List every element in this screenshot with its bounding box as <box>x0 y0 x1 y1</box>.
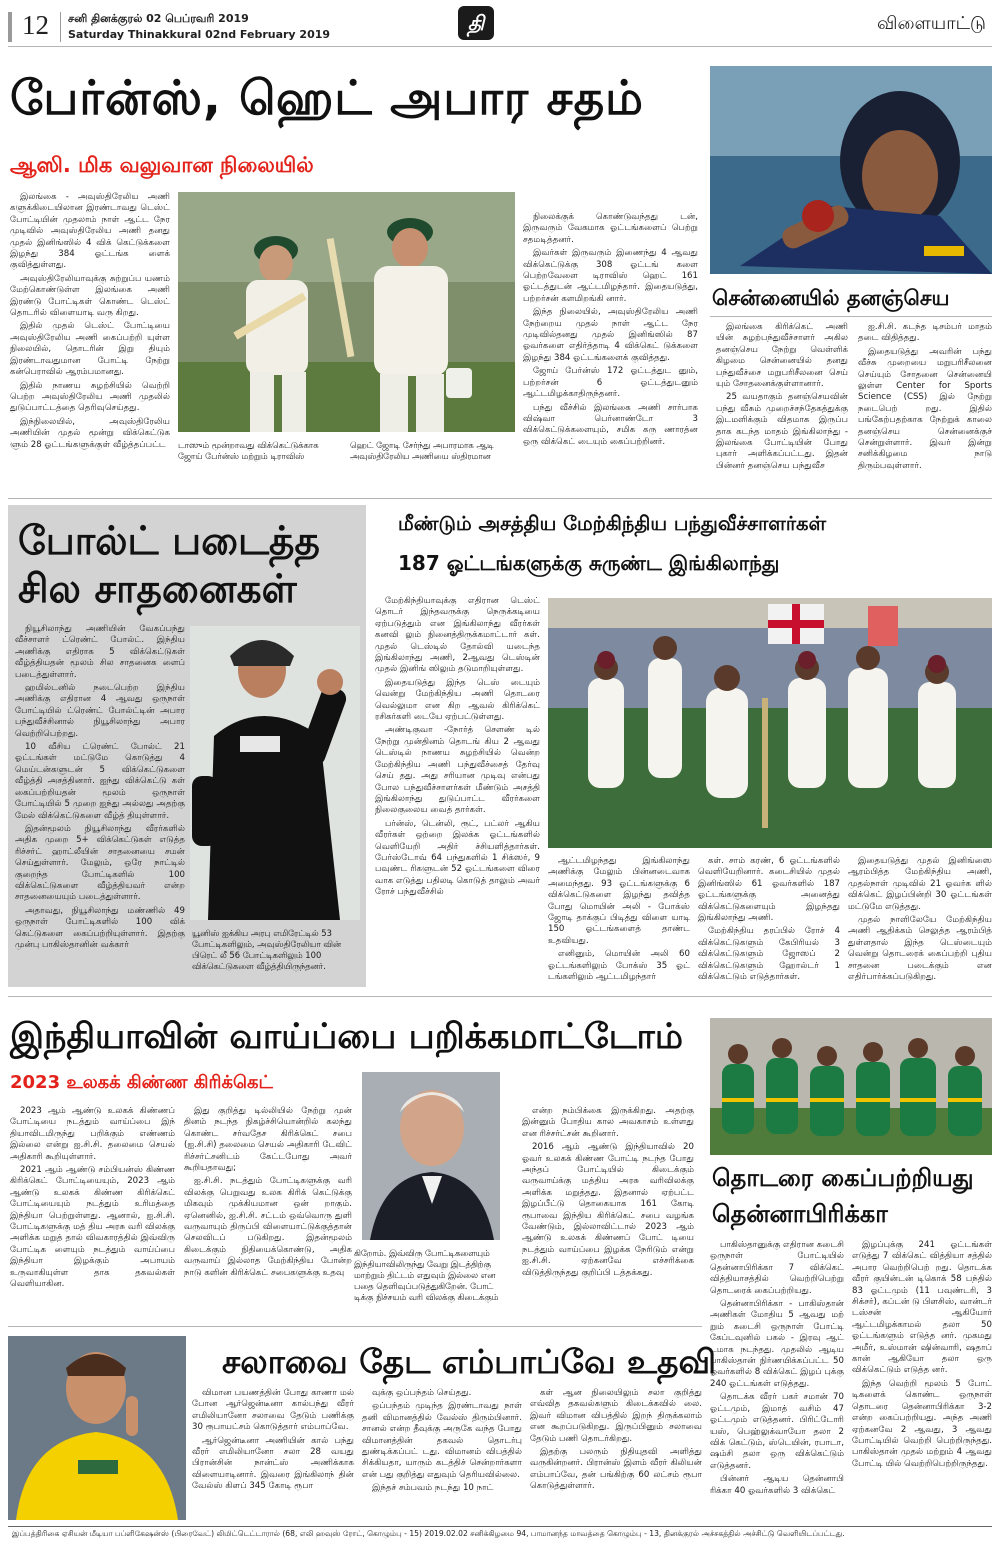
paragraph: கள் ஆன நிலையிலும் சலா குறித்து எவ்வித தகவல்களும் கிடைக்கவில் லை. இவர் விமான விபத்தில் இறந் திருக்கலாம் என கூறப்படுகிறது. இருப்பினும் சலாவை தேடும் பணி தொடர்கிறது. <box>530 1388 702 1444</box>
paragraph: 10 வீசிய ட்ரெண்ட் போல்ட் 21 ஓட்டங்கள் மட்டுமே கொடுத்து 4 மெய்டன்களுடன் 5 விக்கெட்டுகளை வீழ்த்தி அசத்தினார். ஐந்து விக்கெட்டு கள் கைப்பற்றியதன் மூலம் ஒருநாள் போட்டியில் 5 முறை ஐந்து அல்லது அதற்கு மேல் விக்கெட்டுகளை வீழ்த் தியுள்ளார். <box>15 742 185 821</box>
story5-column-2 <box>184 1106 352 1320</box>
paragraph: முதல் நாளிலேயே மேற்கிந்திய அணி ஆதிக்கம் செலுத்த ஆரம்பித் துள்ளதால் இந்த டெஸ்டையும் வென்று தொடரைக் கைப்பற்றி புதிய சாதனை படைக்கும் என எதிர்பார்க்கப்படுகிறது. <box>848 915 992 983</box>
paragraph: இந்த வெற்றி மூலம் 5 போட் டிகளைக் கொண்ட ஒருநாள் தொடரை தென்னாபிரிக்கா 3-2 என்ற கைப்பற்றியது. அந்த அணி ஏற்கனவே 2 ஆவது, 3 ஆவது போட்டியில் வெற்றி பெற்றிருந்தது. பாகிஸ்தான் முதல் மற்றும் 4 ஆவது போட்டி யில் வெற்றிபெற்றிருந்தது. <box>852 1378 992 1469</box>
paragraph: இதையடுத்து இந்த டெஸ் டையும் வென்று மேற்கிந்திய அணி தொடரை வெல்லுமா என கிற ஆவல் கிரிக்கெட் ரசிகர்களி டையே ஏற்பட்டுள்ளது. <box>375 677 540 723</box>
story4-column-2 <box>548 856 690 988</box>
paragraph: ஜோய் பேர்ன்ஸ் 172 ஓட்டத்துட னும், பற்றர்சன் 6 ஓட்டத்துடனும் ஆட்டமிழக்காதிருந்தனர். <box>523 366 698 400</box>
story1-headline: பேர்ன்ஸ், ஹெட் அபார சதம் <box>10 71 644 126</box>
story5-column-3 <box>522 1106 694 1320</box>
story5-column-1 <box>10 1106 175 1320</box>
header-rule <box>8 46 992 47</box>
paragraph: இலங்கை - அவுஸ்திரேலிய அணி களுக்கிடையிலான இரண்டாவது டெஸ்ட் போட்டியின் முதலாம் நாள் ஆட்ட நேர முடிவில் அவுஸ்திரேலிய அணி தனது முதல் இனிங்ஸில் 4 விக் கெட்டுக்களை இழந்து 384 ஓட்டங்க ளைக் குவித்துள்ளது. <box>10 192 170 271</box>
story5-photo-richardson <box>362 1072 500 1240</box>
section-name: விளையாட்டு <box>877 13 986 34</box>
header-date-tamil: சனி தினக்குரல் 02 பெப்ரவரி 2019 <box>68 12 249 25</box>
paragraph: கள். சாம் கரண், 6 ஓட்டங்களில் வெளியேறினார். கடைசியில் முதல் இனிங்ஸில் 61 ஓவர்களில் 187 ஓட்டங்களுக்கு அனைத்து விக்கெட்டுகளையும் இழந்தது இங்கிலாந்து அணி. <box>698 856 840 924</box>
paragraph: நிலைக்குக் கொண்டுவந்தது டன், இருவரும் வேகமாக ஓட்டங்களைப் பெற்று சதமடித்தனர். <box>523 212 698 245</box>
story1-caption-left: டாஸும் மூன்றாவது விக்கெட்டுக்காக ஜோய் பேர்ன்ஸ் மற்றும் டிராவிஸ் <box>178 440 319 461</box>
page-header <box>0 0 1000 48</box>
story5-headline: இந்தியாவின் வாய்ப்பை பறிக்கமாட்டோம் <box>10 1017 683 1057</box>
paragraph: நியூசிலாந்து அணியின் வேகப்பந்து வீச்சாளர் ட்ரெண்ட் போல்ட். இந்திய அணிக்கு எதிராக 5 விக்கெட்டுகள் வீழ்த்தியதன் மூலம் சில சாதனைக ளைப் படைத்துள்ளார். <box>15 624 185 680</box>
story3-photo-boult <box>190 626 360 920</box>
paragraph: வுக்கு ஒப்பந்தம் செய்தது. <box>372 1388 472 1398</box>
story3-headline-line2: சில சாதனைகள் <box>18 567 297 612</box>
paragraph: ஒப்பந்தம் முடிந்த இரண்டாவது நாள் தனி விமானத்தில் வேல்ஸ் திரும்பினார். சானல் என்ற தீவுக்கு அருகே வந்த போது விமானத்தின் தகவல் தொடர்பு துண்டிக்கப்பட் டது. விமானம் விபத்தில் சிக்கியதா, யாரும் கடத்திச் சென்றார்களா என் பது குறித்து எதுவும் தெரியவில்லை. <box>362 1401 522 1480</box>
paragraph: ஆர்ஜென்டீனா அணியின் கால் பந்து வீரர் எமிலியானோ சலா 28 வயது பிரான்சின் நான்ட்ஸ் அணிக்காக விளையாடினார். இவரை இங்கிலாந் தின் வேல்ஸ் கிளப் 345 கோடி ரூபா <box>192 1435 354 1492</box>
story1-photo-batsmen <box>178 192 515 432</box>
logo-text: தி <box>467 11 485 35</box>
paragraph: ஆட்டமிழந்தது இங்கிலாந்து அணிக்கு மேலும் பின்னடைவாக அமைந்தது. 93 ஓட்டங்களுக்கு 6 விக்கெட்டுகளை இழந்து தவித்த போது மொயின் அலி - போக்ஸ் ஜோடி தாக்குப் பிடித்து விளை யாடி 150 ஓட்டங்களைத் தாண்ட உதவியது. <box>548 856 690 946</box>
paragraph: மேற்கிந்திய தரப்பில் ரோச் 4 விக்கெட்டுகளும் கேபிரியல் 3 விக்கெட்டுகளும் ஜோஸப் 2 விக்கெட்டுகளும் ஹோல்டர் 1 விக்கெட்டும் எடுத்தார்கள். <box>698 926 840 983</box>
story3-column-1 <box>15 624 185 980</box>
story2-column-2 <box>858 322 992 486</box>
paragraph: அவுஸ்திரேலியாவுக்கு சுற்றுப்ப யணம் மேற்கொண்டுள்ள இலங்கை அணி இரண்டு போட்டிகள் கொண்ட டெஸ்ட் தொடரில் விளையாடி வரு கிறது. <box>10 273 170 319</box>
story7-headline: சலாவை தேட எம்பாப்வே உதவி <box>222 1342 717 1381</box>
paragraph: இதையடுத்து முதல் இனிங்ஸை ஆரம்பித்த மேற்கிந்திய அணி, முதல்நாள் முடிவில் 21 ஓவர்க ளில் விக்கெட் இழப்பின்றி 30 ஓட்டங்கள் மட்டுமே எடுத்தது. <box>848 856 992 912</box>
paragraph: இந்நிலையில், அவுஸ்திரேலிய அணியின் முதல் மூன்று விக்கெட்டுக ளும் 28 ஓட்டங்களுக்குள் வீழ்த்தப்பட்ட <box>10 416 170 450</box>
page-number: 12 <box>22 10 49 40</box>
paragraph: பந்து வீச்சில் இலங்கை அணி சார்பாக விஷ்வா பெர்னாண்டோ 3 விக்கெட்டுக்களையும், சமிக கரு ணாரத்ன ஒரு விக்கெட் டையும் கைப்பற்றினர். <box>523 402 698 447</box>
story6-photo-proteas <box>710 1018 992 1155</box>
paragraph: பாகிஸ்தானுக்கு எதிரான கடைசி ஒருநாள் போட்டியில் தென்னாபிரிக்கா 7 விக்கெட் வித்தியாசத்தில் வெற்றிபெற்று தொடரைக் கைப்பற்றியது. <box>710 1240 844 1296</box>
story2-photo-bowler <box>710 66 992 274</box>
section-rule-3 <box>8 1326 702 1327</box>
story4-headline-line2: 187 ஓட்டங்களுக்கு சுருண்ட இங்கிலாந்து <box>398 551 780 575</box>
story6-headline-line2: தென்னாபிரிக்கா <box>712 1200 888 1228</box>
story7-column-3 <box>530 1388 702 1522</box>
story4-headline-line1: மீண்டும் அசத்திய மேற்கிந்திய பந்துவீச்சாளர்கள் <box>398 512 827 535</box>
paragraph: அண்டிகுவா -நோர்த் சௌண் டில் நேற்று முன்தினம் தொடங் கிய 2 ஆவது டெஸ்டில் நாணய சுழற்சியில் வென்ற மேற்கிந்திய அணி பந்துவீச்சைத் தேர்வு செய் தது. அது சரியான முடிவு என்பது போல பந்துவீச்சாளர்கள் மீண்டும் அசத்தி இங்கிலாந்து துடுப்பாட்ட வீரர்களை நிலைகுலைய வைத் தார்கள். <box>375 725 540 816</box>
paragraph: 2021 ஆம் ஆண்டு சம்பியன்ஸ் கிண்ண கிரிக்கெட் போட்டியையும், 2023 ஆம் ஆண்டு உலகக் கிண்ண கிரிக்கெட் போட்டியையும் நடத்தும் உரிமத்தை இந்தியா பெற்றுள்ளது. ஆனால், ஐ.சி.சி. போட்டிகளுக்கு மத் திய அரசு வரி விலக்கு அளிக்க மறுத் தால் விவகாரத்தில் இவ்விரு போட்டிக ளையும் நடத்தும் வாய்ப்பை இந்தியா இழக்கும் அபாயம் உருவாகியுள்ள தாக தகவல்கள் வெளியாகின. <box>10 1165 175 1290</box>
story1-column-1 <box>10 192 170 494</box>
paragraph: இதையடுத்து அவரின் பந்து வீச்சு முறையை மறுபரிசீலனை செய்யும் சோதனை சென்னையி லுள்ள Center for Sports Science (CSS) இல் நேற்று நடைபெற் றது. இதில் பங்கேற்பதற்காக நேற்றுக் காலை தனஞ்செய சென்னைக்குச் சென்றுள்ளார். இவர் இன்று சனிக்கிழமை நாடு திரும்பவுள்ளார். <box>858 346 992 471</box>
masthead-logo <box>458 6 494 40</box>
footer-imprint: இப்பத்திரிகை ஏசியன் மீடியா பப்ளிகேஷன்ஸ் (பிரைவேட்) லிமிட்டெட்டாரால் (68, எலி ஹவுஸ் ரோட், கொழும்பு - 15) 2019.02.02 சனிக்கிழமை 94, பாமானந்த மாவத்தை கொழும்பு - 13, தினக்குரல் அச்சகத்தில் அச்சிட்டு வெளியிடப்பட்டது. <box>12 1529 845 1538</box>
paragraph: 2023 ஆம் ஆண்டு உலகக் கிண்ணப் போட்டியை நடத்தும் வாய்ப்பை இந் தியாவிடமிருந்து பறிக்கும் எண்ணம் இல்லை என்று ஐ.சி.சி. தலைமை செயல் அதிகாரி கூறியுள்ளார். <box>10 1106 175 1162</box>
paragraph: இதில் முதல் டெஸ்ட் போட்டியை அவுஸ்திரேலிய அணி கைப்பற்றி யுள்ள நிலையில், தொடரின் இறு தியும் இரண்டாவதுமான போட்டி நேற்று கன்பெராவில் ஆரம்பமானது. <box>10 321 170 378</box>
paragraph: இந்தச் சம்பவம் நடந்து 10 நாட் <box>372 1483 494 1494</box>
paragraph: இந்த நிலையில், அவுஸ்திரேலிய அணி நேற்றைய முதல் நாள் ஆட்ட நேர முடிவில்தனது முதல் இனிங்ஸில் 87 ஓவர்களை எதிர்த்தாடி 4 விக்கெட் டுக்களை இழந்து 384 ஓட்டங்களைக் குவித்தது. <box>523 307 698 363</box>
paragraph: ஐ.சி.சி. நடத்தும் போட்டிகளுக்கு வரி விலக்கு பெறுவது உலக கிரிக் கெட்டுக்கு மிகவும் முக்கியமான ஒன் றாகும். ஏனெனில், ஐ.சி.சி. சட்டம் ஒவ்வொரு துளி வருவாயும் திருப்பி விளையாட்டுக்குத்தான் செலவிடப் படுகிறது. இதன்மூலம் கிடைக்கும் நிதியைக்கொண்டு, அதிக வருவாய் இல்லாத மேற்கிந்திய போன்ற நாடு களின் கிரிக்கெட் சபைகளுக்கு உதவு <box>184 1176 352 1278</box>
richardson-illustration <box>362 1072 500 1240</box>
paragraph: பர்ன்ஸ், டென்லி, ரூட், பட்லர் ஆகிய வீரர்கள் ஒற்றை இலக்க ஓட்டங்களில் வெளியேறி அதிர் ச்சியளித்தார்கள். பேர்ஸ்டோவ் 64 பந்துகளில் 1 சிக்ஸர், 9 பவுண்ட ரிகளுடன் 52 ஓட்டங்களை விரை வாக எடுத்து பதிலடி கொடுத் தாலும் அவர் ரோச் பந்துவீச்சில் <box>375 818 540 898</box>
story1-column-2 <box>523 212 698 494</box>
paragraph: இலங்கை கிரிக்கெட் அணி யின் சுழற்பந்துவீச்சாளர் அகில தனஞ்செய நேற்று வெள்ளிக் கிழமை சென்னையில் தனது பந்துவீச்சை மறுபரிசீலனை செய் யும் சோதனைக்குள்ளானார். <box>716 322 848 390</box>
paragraph: இதற்கு பலரும் நிதியுதவி அளித்து வருகின்றனர். பிரான்ஸ் இளம் வீரர் கிலியன் எம்பாப்வே, தன் பங்கிற்கு 60 லட்சம் ரூபா கொடுத்துள்ளார். <box>530 1447 702 1492</box>
paragraph: தொடக்க வீரர் பகர் சமான் 70 ஓட்டமும், இமாத் வசிம் 47 ஓட்டமும் எடுத்தனர். பிரிட்டோரி யஸ், பெஹ்லுக்வாயோ தலா 2 விக் கெட்டும், ஸ்டெயின், ரபாடா, ஷம்சி தலா ஒரு விக்கெட்டும் எடுத்தனர். <box>710 1392 844 1471</box>
story6-column-1 <box>710 1240 844 1522</box>
story6-column-2 <box>852 1240 992 1522</box>
bowler-illustration <box>710 66 992 274</box>
paragraph: விமான பயணத்தின் போது காணா மல் போன ஆர்ஜென்டீனா கால்பந்து வீரர் எமிலியானோ சலாவை தேடும் பணிக்கு 30 ரூபாயட்சம் கொடுத்தார் எம்பாப்வே. <box>192 1388 354 1433</box>
paragraph: இது குறித்து டில்லியில் நேற்று முன் தினம் நடந்த நிகழ்ச்சியொன்றில் கலந்து கொண்ட சர்வதேச கிரிக்கெட் சபை (ஐ.சி.சி) தலைமை செயல் அதிகாரி டேவிட் ரிச்சர்ட்சனிடம் கேட்டபோது அவர் கூறியதாவது; <box>184 1106 352 1174</box>
story3-headline-line1: போல்ட் படைத்த <box>18 519 320 564</box>
paragraph: 25 வயதாகும் தனஞ்செயவின் பந்து வீசும் முறைச்சந்தேகத்துக்கு இடமளிக்கும் விதமாக இருப்ப தாக கடந்த மாதம் இங்கிலாந்து - இலங்கை போட்டியின் போது புகார் அளிக்கப்பட்டது. இதன் பின்னர் தனஞ்செய பந்துவீச <box>716 392 848 471</box>
story2-rule <box>710 316 992 317</box>
story7-photo-mbappe <box>8 1336 186 1520</box>
header-date-english: Saturday Thinakkural 02nd February 2019 <box>68 28 331 41</box>
header-bar <box>8 12 12 42</box>
story4-column-4 <box>848 856 992 988</box>
paragraph: இதன்மூலம் நியூசிலாந்து வீரர்களில் அதிக முறை 5+ விக்கெட்டுகள் எடுத்த ரிச்சர்ட் ஹாட்லீயின் சாதனையை சமன் செய்துள்ளார். மேலும், ஒரே நாட்டில் குறைந்த போட்டிகளில் 100 விக்கெட்டுகளை வீழ்த்தியவர் என்ற சாதனையையும் படைத்துள்ளார். <box>15 823 185 903</box>
story1-subhead: ஆஸி. மிக வலுவான நிலையில் <box>10 153 314 177</box>
paragraph: ஹமில்டனில் நடைபெற்ற இந்திய அணிக்கு எதிரான 4 ஆவது ஒருநாள் போட்டியில் ட்ரெண்ட் போல்ட்டின் அபார பந்துவீச்சினால் நியூசிலாந்து அபார வெற்றிபெற்றது. <box>15 683 185 739</box>
story4-photo-windies <box>548 598 992 848</box>
footer-rule <box>8 1526 992 1527</box>
paragraph: 2016 ஆம் ஆண்டு இந்தியாவில் 20 ஓவர் உலகக் கிண்ண போட்டி நடந்த போது அந்தப் போட்டியில் கிடைக்கும் வருவாய்க்கு மத்திய அரசு வரிவிலக்கு அளிக்க மறுத்தது. இதனால் ஏற்பட்ட இழப்பீட்டு தொகையாக 161 கோடி ரூபாவை இந்திய கிரிக்கெட் சபை வழங்க வேண்டும், இல்லாவிட்டால் 2023 ஆம் ஆண்டு உலகக் கிண்ணப் போட் டியை நடத்தும் வாய்ப்பை இழக்க நேரிடும் என்று ஐ.சி.சி. ஏற்கனவே எச்சரிக்கை விடுத்திருந்தது குறிப்பி டத்தக்கது. <box>522 1142 694 1278</box>
paragraph: இதில் நாணய சுழற்சியில் வெற்றி பெற்ற அவுஸ்திரேலிய அணி முதலில் துடுப்பாட்டத்தை தெரிவுசெய்தது. <box>10 380 170 414</box>
proteas-team-illustration <box>710 1018 992 1155</box>
story4-column-1 <box>375 596 540 988</box>
paragraph: பின்னர் ஆடிய தென்னாபி ரிக்கா 40 ஓவர்களில் 3 விக்கெட் <box>710 1474 844 1496</box>
paragraph: தென்னாபிரிக்கா - பாகிஸ்தான் அணிகள் மோதிய 5 ஆவது மற் றும் கடைசி ஒருநாள் போட்டி கேப்டவுனில் பகல் - இரவு ஆட் டமாக நடந்தது. முதலில் ஆடிய பாகிஸ்தான் நிர்ணயிக்கப்பட்ட 50 ஓவர்களில் 8 விக்கெட் இழப் புக்கு 240 ஓட்டங்கள் எடுத்தது. <box>710 1299 844 1389</box>
story3-caption: யூனிஸ் ஐக்கிய அரபு எமிரேட்டில் 53 போட்டிகளிலும், அவுஸ்திரேலியா வின் பிரெட் லீ 56 போட்டிகளிலும் 100 விக்கெட்டுகளை வீழ்த்தியிருந்தனர். <box>192 928 342 971</box>
section-rule-1 <box>8 498 992 499</box>
story6-headline-line1: தொடரை கைப்பற்றியது <box>712 1164 974 1192</box>
paragraph: எனினும், மொயின் அலி 60 ஓட்டங்களிலும் போக்ஸ் 35 ஓட் டங்களிலும் ஆட்டமிழந்தார் <box>548 949 690 983</box>
story7-column-2 <box>362 1388 522 1522</box>
paragraph: இழப்புக்கு 241 ஓட்டங்கள் எடுத்து 7 விக்கெட் வித்தியா சத்தில் அபார வெற்றிபெற் றது. தொடக்க வீரர் குயின்டன் டிகொக் 58 பந்தில் 83 ஓட்டமும் (11 பவுண்டரி, 3 சிக்சர்), கப்டன் டு பிளசிஸ், வான்டர் டஸ்சன் ஆகியோர் ஆட்டமிழக்காமல் தலா 50 ஓட்டங்களும் எடுத்த னர். முகமது அமீர், உஸ்மான் ஷின்வாரி, ஷதாப் கான் ஆகியோ தலா ஒரு விக்கெட்டும் எடுத்த னர். <box>852 1240 992 1376</box>
story4-column-3 <box>698 856 840 988</box>
paragraph: மேற்கிந்தியாவுக்கு எதிரான டெஸ்ட் தொடர் இந்தவருக்கு நெருக்கடியை ஏற்படுத்தும் என இங்கிலாந்து வீரர்கள் கனவி லும் நினைத்திருக்கமாட்டார் கள். முதல் டெஸ்டில் தோல்வி யடைந்த இங்கிலாந்து அணி, 2ஆவது டெஸ்டின் முதல் இனிங் ஸிலும் தடுமாறியுள்ளது. <box>375 596 540 675</box>
paragraph: என்ற நம்பிக்கை இருக்கிறது. அதற்கு இன்னும் போதிய கால அவகாசம் உள்ளது என ரிச்சர்ட்சன் கூறினார். <box>522 1106 694 1139</box>
paragraph: இவர்கள் இருவரும் இணைந்து 4 ஆவது விக்கெட்டுக்கு 308 ஓட்டங் களை பெற்றவேளை டிராவிஸ் ஹெட் 161 ஓட்டத்துடன் ஆட்டமிழந்தார். இதையடுத்து, பற்றர்சன் களமிறங்கி னார். <box>523 248 698 304</box>
paragraph: அதாவது, நியூசிலாந்து மண்ணில் 49 ஒருநாள் போட்டிகளில் 100 விக் கெட்டுகளை கைப்பற்றியுள்ளார். இதற்கு முன்பு பாகிஸ்தானின் வக்கார் <box>15 905 185 950</box>
header-divider <box>60 12 61 42</box>
story2-headline: சென்னையில் தனஞ்செய <box>712 286 950 310</box>
mbappe-illustration <box>8 1336 186 1520</box>
boult-illustration <box>190 626 360 920</box>
story1-caption-right: ஹெட் ஜோடி சேர்ந்து அபாரமாக ஆடி அவுஸ்திரேலிய அணியை ஸ்திரமான <box>350 440 494 461</box>
section-rule-2 <box>8 996 992 997</box>
story7-column-1 <box>192 1388 354 1522</box>
story5-caption: கிறோம். இவ்விரு போட்டிகளையும் இந்தியாவிலிருந்து வேறு இடத்திற்கு மாற்றும் திட்டம் எதுவும் இல்லை என பதை தெளிவுப்படுத்துகிறேன். போட் டிக்கு நிச்சயம் வரி விலக்கு கிடைக்கும் <box>354 1248 499 1302</box>
story5-subhead: 2023 உலகக் கிண்ண கிரிக்கெட் <box>10 1072 273 1093</box>
batsmen-illustration <box>178 192 515 432</box>
paragraph: ஐ.சி.சி. கடந்த டிசம்பர் மாதம் தடை விதித்தது. <box>858 322 992 344</box>
story2-column-1 <box>716 322 848 486</box>
windies-team-illustration <box>548 598 992 848</box>
